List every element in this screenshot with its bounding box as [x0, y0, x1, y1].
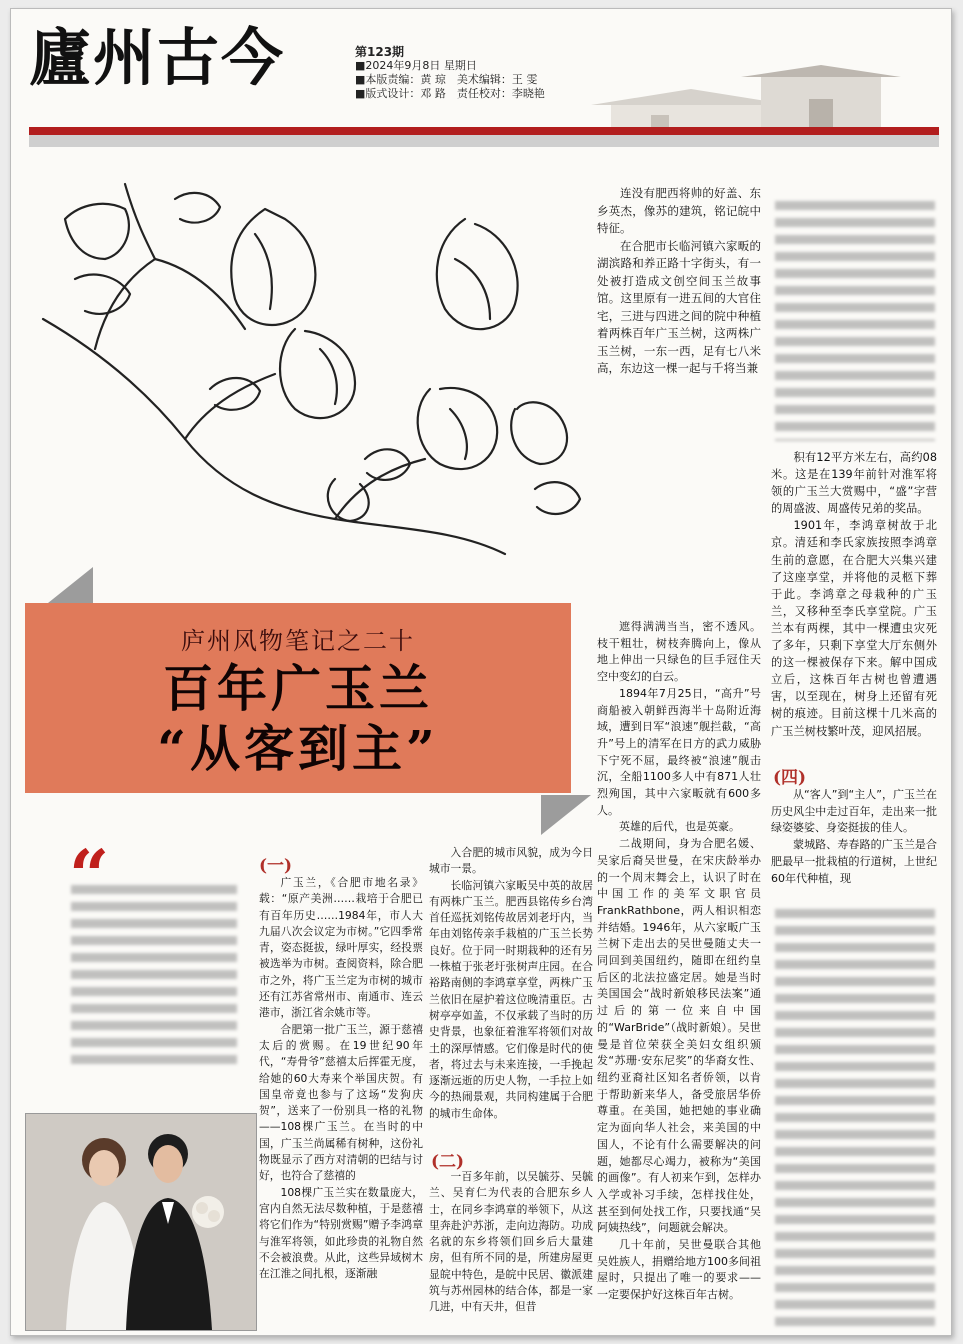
headline-box: [25, 603, 571, 793]
article-col-c-top: [597, 185, 761, 378]
article-col-d-bottom: [771, 787, 937, 887]
paragraph: 连没有肥西将帅的好盖、东乡英杰，像苏的建筑，铭记皖中特征。: [597, 186, 761, 235]
issue-editor: ■本版责编：黄 琼 美术编辑：王 雯: [355, 73, 538, 86]
paragraph: 在合肥市长临河镇六家畈的湖滨路和养正路十字街头，有一处被打造成文创空间玉兰故事馆。这里原有一进五间的大官住宅，三进与四进之间的院中种植着两株百年广玉兰树，这两株广玉兰树，一东一西，足有七八米高，东边这一棵一起与千将当兼: [597, 238, 761, 375]
paragraph: 蒙城路、寿春路的广玉兰是合肥最早一批栽植的行道树，上世纪60年代种植，现: [771, 838, 937, 885]
paragraph: 二战期间，身为合肥名媛、吴家后裔吴世曼，在宋庆龄举办的一个周末舞会上，认识了时在中国工作的美军文职官员FrankRathbone，两人相识相恋并结婚。1946年，从六家畈广玉兰树下走出去的吴世曼随丈夫一同回到美国纽约，随即在纽约皇后区的北法拉盛定居。她是当时美国国会“战时新娘移民法案”通过后的第一位来自中国的“WarBride”（战时新娘）。吴世曼是首位荣获全美妇女组织颁发“苏珊·安东尼奖”的华裔女性、纽约亚裔社区知名者侨领，以肯于帮助新来华人，备受旅居华侨尊重。在美国，她把她的事业确定为面向华人社会，来美国的中国人，不论有什么需要解决的问题，她都尽心竭力，被称为“美国的画像”。有人初来乍到，怎样办入学或补习手续，怎样找住处，甚至到何处找工作，只要找通“吴阿姨热线”，问题就会解决。: [597, 837, 761, 1235]
issue-meta: [355, 45, 545, 101]
headline-title-line1: 百年广玉兰: [163, 659, 433, 718]
section-heading-2: (二): [431, 1152, 465, 1172]
couple-photo-image: [26, 1114, 256, 1330]
article-col-d-top: [771, 449, 937, 740]
paragraph: 广玉兰，《合肥市地名录》载：“原产美洲……栽培于合肥已有百年历史……1984年，市人大九届八次会议定为市树。”它四季常青，姿态挺拔，绿叶厚实，经投票被选举为市树。查阅资料，除合肥市之外，将广玉兰定为市树的城市还有江苏省常州市、南通市、连云港市，浙江省余姚市等。: [259, 876, 423, 1020]
article-col-c-bottom: [597, 619, 761, 1304]
issue-date: ■2024年9月8日 星期日: [355, 59, 477, 72]
article-col-b-bottom: [429, 1169, 593, 1316]
paragraph: 108棵广玉兰实在数量庞大，宫内自然无法尽数种植，于是慈禧将它们作为“特别赏赐”赠予李鸿章与淮军将领，如此珍贵的礼物自然不会被浪费。从此，这些异域树木在江淮之间扎根，逐渐融: [259, 1185, 423, 1281]
issue-number: 第123期: [355, 45, 405, 59]
paragraph: 入合肥的城市风貌，成为今日城市一景。: [429, 846, 593, 876]
paragraph: 1901年，李鸿章树故于北京。清廷和李氏家族按照李鸿章生前的意愿，在合肥大兴集兴建了这座享堂，并将他的灵柩下葬于此。李鸿章之母栽种的广玉兰，又移种至李氏享堂院。广玉兰本有两棵，其中一棵遭虫灾死了多年，只剩下享堂大厅东侧外的这一棵被保存下来。解中国成立后，这株百年古树也曾遭遇害，以至现在，树身上还留有死树的痕迹。目前这棵十几米高的广玉兰树枝繁叶茂，迎风招展。: [771, 519, 937, 738]
article-col-b: [429, 845, 593, 1122]
pull-quote-mark: “: [69, 834, 110, 917]
paragraph: 几十年前，吴世曼联合其他吴姓族人，捐赠给地方100多间祖屋时，只提出了唯一的要求——一定要保护好这株百年古树。: [597, 1238, 761, 1302]
section-heading-1: (一): [259, 856, 293, 876]
paragraph: 从“客人”到“主人”，广玉兰在历史风尘中走过百年，走出来一批绿姿婆娑、身姿挺拔的佳人。: [771, 788, 937, 835]
newspaper-page: [10, 8, 952, 1336]
headline-title-line2: “从客到主”: [157, 719, 439, 778]
decorative-arrow-left: [43, 567, 93, 607]
article-col-a: [259, 875, 423, 1282]
couple-photo: [25, 1113, 257, 1331]
blurred-text: [775, 201, 935, 441]
paragraph: 积有12平方米左右，高约08米。这是在139年前针对淮军将领的广玉兰大赏赐中，“盛”字营的周盛波、周盛传兄弟的奖品。: [771, 451, 937, 516]
paragraph: 遮得满满当当，密不透风。枝干粗壮，树枝奔腾向上，像从地上伸出一只绿色的巨手冠住天空中变幻的白云。: [597, 620, 761, 684]
blurred-text: [775, 909, 935, 1329]
issue-design: ■版式设计：邓 路 责任校对：李晓艳: [355, 87, 545, 100]
headline-subtitle: 庐州风物笔记之二十: [181, 627, 415, 655]
paragraph: 1894年7月25日，“高升”号商船被入朝鲜西海半十岛附近海域，遭到日军“浪速”舰拦截，“高升”号上的清军在日方的武力威胁下宁死不屈，最终被“浪速”舰击沉，全船1100多人中有871人壮烈殉国，其中六家畈就有600多人。: [597, 686, 761, 817]
magnolia-illustration: [35, 159, 595, 589]
paragraph: 长临河镇六家畈吴中英的故居有两株广玉兰。肥西县铭传乡台湾首任巡抚刘铭传故居刘老圩内，当年由刘铭传亲手栽植的广玉兰长势良好。位于同一时期栽种的还有另一株植于张老圩张树声庄园。在合裕路南侧的李鸿章享堂，两株广玉兰依旧在屋护着这位晚清重臣。古树亭亭如盖，不仅承载了当时的历史背景，也象征着淮军将领们对故土的深厚情感。它们像是时代的使者，将过去与未来连接，一手挽起逐渐远逝的历史人物，一手拉上如今的热闹景观，共同构建属于合肥的城市生命体。: [429, 878, 593, 1120]
paragraph: 英雄的后代，也是英豪。: [619, 820, 740, 834]
masthead-logo: 廬州古今: [29, 21, 286, 94]
blurred-pull-quote: [71, 885, 237, 1065]
decorative-arrow-right: [541, 795, 591, 835]
masthead-grey-rule: [29, 135, 939, 147]
section-heading-4: (四): [773, 768, 807, 788]
paragraph: 一百多年前，以吴毓芬、吴毓兰、吴育仁为代表的合肥东乡人士，在同乡李鸿章的举领下，从这里奔赴沪苏浙，走向边海防。功成名就的东乡将领们回乡后大量建房，但有所不同的是，所建房屋更显皖中特色，是皖中民居、徽派建筑与苏州园林的结合体，都是一家几进，中有天井，但昔: [429, 1170, 593, 1314]
masthead-red-rule: [29, 127, 939, 135]
paragraph: 合肥第一批广玉兰，源于慈禧太后的赏赐。在19世纪90年代，“寿骨爷”慈禧太后挥霍无度，给她的60大寿来个举国庆贺。有国皇帝竟也参与了这场“发狗庆贺”，送来了一份别具一格的礼物——108棵广玉兰。在当时的中国，广玉兰尚属稀有树种，这份礼物既显示了西方对清朝的巴结与讨好，也符合了慈禧的: [259, 1022, 423, 1183]
